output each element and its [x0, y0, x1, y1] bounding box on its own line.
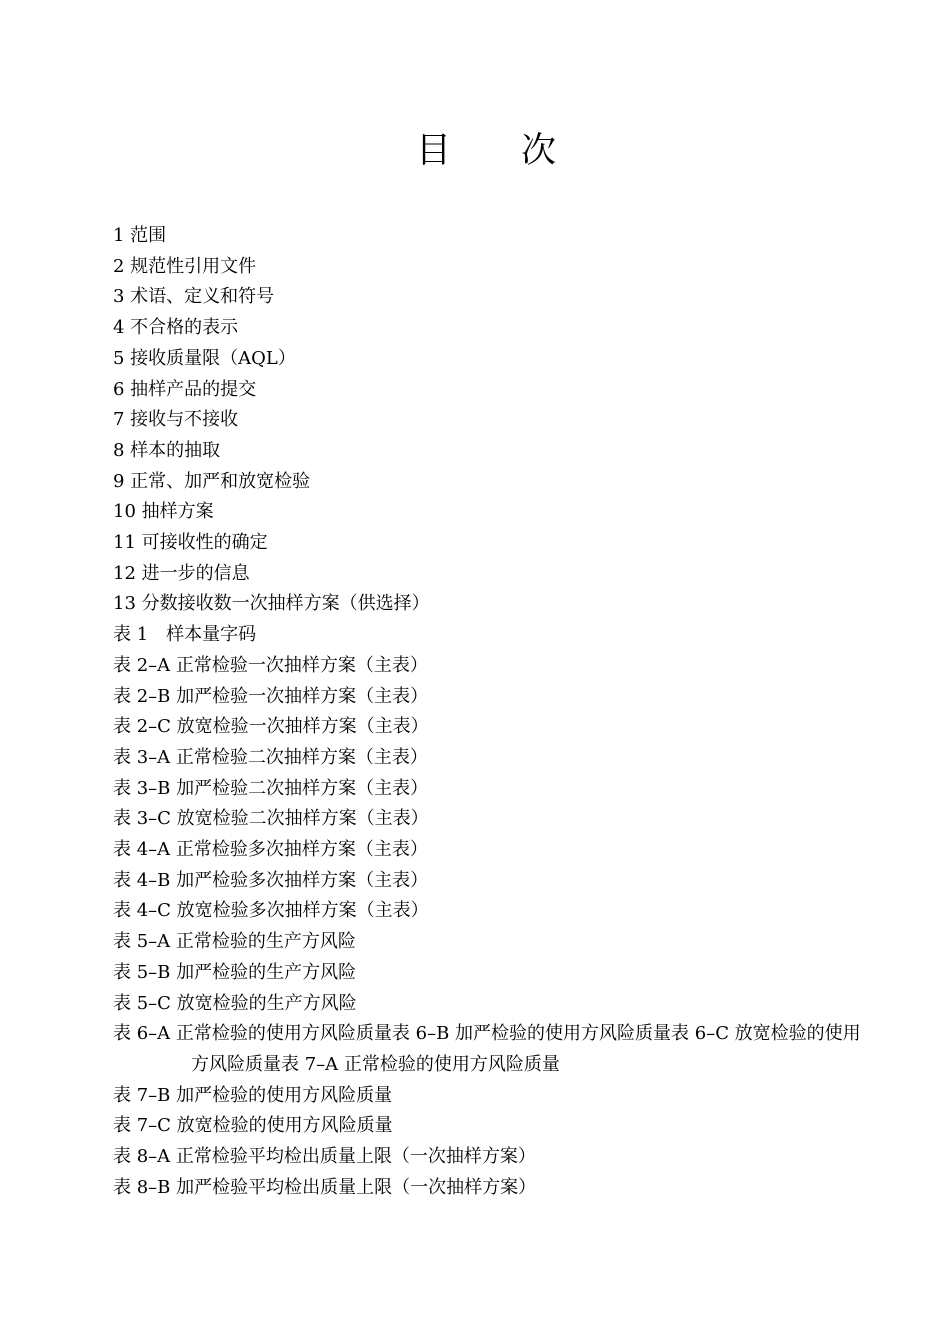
toc-entry: 表 6–A 正常检验的使用方风险质量表 6–B 加严检验的使用方风险质量表 6–C 放宽检验的使用方风险质量表 7–A 正常检验的使用方风险质量: [113, 1023, 861, 1075]
toc-entry: 2 规范性引用文件: [113, 255, 257, 277]
toc-entry: 表 5–A 正常检验的生产方风险: [113, 931, 356, 953]
toc-entry: 9 正常、加严和放宽检验: [113, 470, 311, 492]
toc-entry: 3 术语、定义和符号: [113, 286, 275, 308]
page-title: 目 次: [415, 131, 556, 171]
toc-entry: 13 分数接收数一次抽样方案（供选择）: [113, 593, 430, 615]
toc-entry: 表 2–C 放宽检验一次抽样方案（主表）: [113, 716, 429, 738]
toc-entry: 表 1 样本量字码: [113, 624, 257, 646]
toc-entry: 表 8–B 加严检验平均检出质量上限（一次抽样方案）: [113, 1176, 537, 1198]
toc-entry: 6 抽样产品的提交: [113, 378, 257, 400]
toc-entry: 表 4–B 加严检验多次抽样方案（主表）: [113, 869, 429, 891]
toc-entry: 表 4–C 放宽检验多次抽样方案（主表）: [113, 900, 429, 922]
toc-entry: 11 可接收性的确定: [113, 532, 268, 554]
toc-entry: 8 样本的抽取: [113, 439, 221, 461]
toc-entry: 表 4–A 正常检验多次抽样方案（主表）: [113, 839, 428, 861]
toc-entry: 表 5–B 加严检验的生产方风险: [113, 961, 357, 983]
toc-entry: 表 3–C 放宽检验二次抽样方案（主表）: [113, 808, 429, 830]
toc-entry: 表 7–B 加严检验的使用方风险质量: [113, 1084, 393, 1106]
table-of-contents: [113, 221, 863, 1204]
toc-entry: 5 接收质量限（AQL）: [113, 347, 296, 369]
toc-entry: 表 3–B 加严检验二次抽样方案（主表）: [113, 777, 429, 799]
toc-entry: 表 7–C 放宽检验的使用方风险质量: [113, 1115, 393, 1137]
toc-entry: 表 2–A 正常检验一次抽样方案（主表）: [113, 654, 428, 676]
toc-entry: 表 3–A 正常检验二次抽样方案（主表）: [113, 746, 428, 768]
toc-entry: 10 抽样方案: [113, 501, 214, 523]
toc-entry: 12 进一步的信息: [113, 562, 250, 584]
toc-entry: 表 8–A 正常检验平均检出质量上限（一次抽样方案）: [113, 1146, 536, 1168]
toc-entry: 7 接收与不接收: [113, 409, 239, 431]
toc-entry: 1 范围: [113, 225, 167, 246]
toc-entry: 表 5–C 放宽检验的生产方风险: [113, 992, 357, 1014]
toc-entry: 表 2–B 加严检验一次抽样方案（主表）: [113, 685, 429, 707]
toc-entry: 4 不合格的表示: [113, 317, 239, 339]
